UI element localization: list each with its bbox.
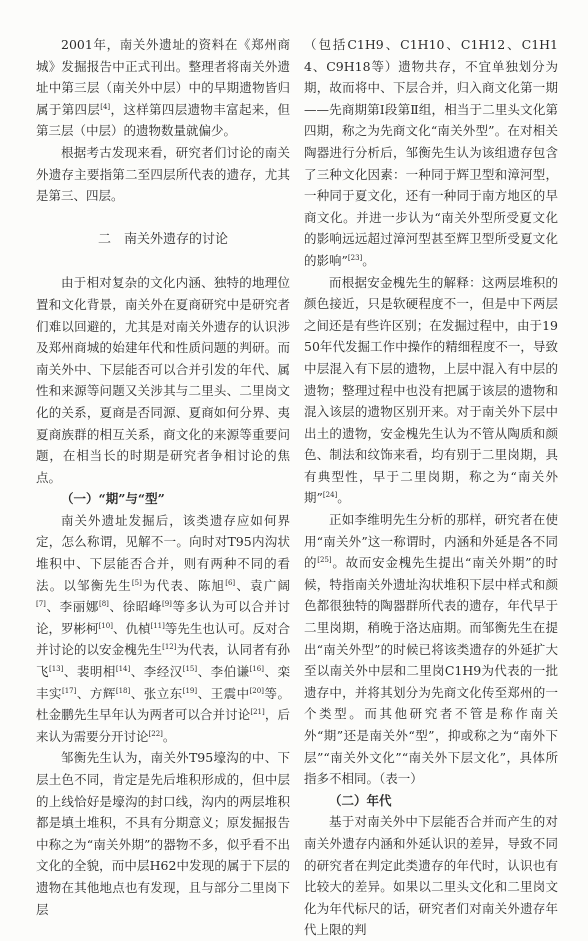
footnote-ref[interactable]: [5] [131,578,142,587]
footnote-ref[interactable]: [6] [225,578,236,587]
section-heading: 二 南关外遗存的讨论 [97,231,228,247]
paragraph: 根据考古发现来看，研究者们讨论的南关外遗存主要指第二至四层所代表的遗存，尤其是第三、四层。 [36,144,290,204]
footnote-ref[interactable]: [16] [249,665,264,674]
footnote-ref[interactable]: [19] [182,686,198,695]
footnote-ref[interactable]: [9] [162,600,172,609]
footnote-ref[interactable]: [22] [148,729,163,738]
paragraph: 2001年，南关外遗址的资料在《郑州商城》发掘报告中正式刊出。整理者将南关外遗址中第三层（南关外中层）中的早期遗物皆归属于第四层[4]，这样第四层遗物丰富起来，但第三层（中层）的遗物数量就偏少。 [36,37,290,139]
footnote-ref[interactable]: [24] [322,491,338,500]
paragraph: 而根据安金槐先生的解释：这两层堆积的颜色接近，只是软硬程度不一，但是中下两层之间还是有些许区别；在发掘过程中，由于1950年代发掘工作中操作的精细程度不一，导致中层混入有下层的遗物，上层中混入有中层的遗物；整理过程中也没有把属于该层的遗物和混入该层的遗物区别开来。对于南关外下层中出土的遗物，安金槐先生认为不管从陶质和颜色、制法和纹饰来看，均有别于二里岗期，具有典型性，早于二里岗期，称之为“南关外期”[24]。 [304,274,558,506]
paragraph: 由于相对复杂的文化内涵、独特的地理位置和文化背景，南关外在夏商研究中是研究者们难以回避的，尤其是对南关外遗存的认识涉及郑州商城的始建年代和性质问题的判研。而南关外中、下层能否可以合并引发的年代、属性和来源等问题又关涉其与二里头、二里岗文化的关系，夏商是否同源、夏商如何分界、夷夏商族群的相互关系，商文化的来源等重要问题，在相当长的时期是研究者争相讨论的焦点。 [36,275,290,485]
footnote-ref[interactable]: [12] [162,643,177,652]
subsection-heading: （一）“期”与“型” [61,491,165,507]
footnote-ref[interactable]: [20] [249,686,264,695]
subsection-heading: （二）年代 [329,792,392,808]
footnote-ref[interactable]: [11] [150,621,165,630]
footnote-ref[interactable]: [13] [49,665,64,674]
paragraph: （包括C1H9、C1H10、C1H12、C1H14、C9H18等）遗物共存，不宜单独划分为期，故而将中、下层合并，归入商文化第一期——先商期第Ⅰ段第Ⅱ组，相当于二里头文化第四期，称之为先商文化“南关外型”。在对相关陶器进行分析后，邹衡先生认为该组遗存包含了三种文化因素：一种同于辉卫型和漳河型，一种同于夏文化，还有一种同于南方地区的早商文化。并进一步认为“南关外型所受夏文化的影响远远超过漳河型甚至辉卫型所受夏文化的影响”[23]。 [304,37,558,268]
footnote-ref[interactable]: [10] [98,621,113,630]
footnote-ref[interactable]: [23] [347,253,363,262]
footnote-ref[interactable]: [8] [99,600,109,609]
footnote-ref[interactable]: [15] [182,665,198,674]
footnote-ref[interactable]: [14] [115,665,131,674]
footnote-ref[interactable]: [25] [317,556,332,565]
footnote-ref[interactable]: [21] [250,708,265,717]
paragraph: 基于对南关外中下层能否合并而产生的对南关外遗存内涵和外延认识的差异，导致不同的研究者在判定此类遗存的年代时，认识也有比较大的差异。如果以二里头文化和二里岗文化为年代标尺的话，研究者们对南关外遗存年代上限的判 [304,814,558,938]
left-column [36,34,290,920]
right-column [304,34,558,941]
footnote-ref[interactable]: [17] [62,686,77,695]
paragraph: 南关外遗址发掘后，该类遗存应如何界定，怎么称谓，见解不一。向时对T95内沟状堆积中、下层能否合并，则有两种不同的看法。以邹衡先生[5]为代表、陈旭[6]、袁广阔[7]、李丽娜[8]、徐昭峰[9]等多认为可以合并讨论，罗彬柯[10]、仇楨[11]等先生也认可。反对合并讨论的以安金槐先生[12]为代表，认同者有孙飞[13]、裴明相[14]、李经汉[15]、李伯谦[16]、栾丰实[17]、方辉[18]、张立东[19]、王震中[20]等。杜金鹏先生早年认为两者可以合并讨论[21]，后来认为需要分开讨论[22]。 [36,512,290,744]
footnote-ref[interactable]: [18] [115,686,131,695]
footnote-ref[interactable]: [4] [100,102,111,111]
paragraph: 正如李维明先生分析的那样，研究者在使用“南关外”这一称谓时，内涵和外延是各不同的[25]。故而安金槐先生提出“南关外期”的时候，特指南关外遗址沟状堆积下层中样式和颜色都很独特的陶器群所代表的遗存，年代早于二里岗期，稍晚于洛达庙期。而邹衡先生在提出“南关外型”的时候已将该类遗存的外延扩大至以南关外中层和二里岗C1H9为代表的一批遗存中，并将其划分为先商文化传至郑州的一个类型。而其他研究者不管是称作南关外“期”还是南关外“型”，抑或称之为“南外下层”“南关外文化”“南关外下层文化”，具体所指多不相同。（表一） [304,512,558,787]
paragraph: 邹衡先生认为，南关外T95壕沟的中、下层土色不同，肯定是先后堆积形成的，但中层的上线恰好是壕沟的封口线，沟内的两层堆积都是填土堆积，不具有分期意义；原发掘报告中称之为“南关外期”的器物不多，似乎看不出文化的全貌，而中层H62中发现的属于下层的遗物在其他地点也有发现，且与部分二里岗下层 [36,750,290,917]
footnote-ref[interactable]: [7] [36,600,46,609]
